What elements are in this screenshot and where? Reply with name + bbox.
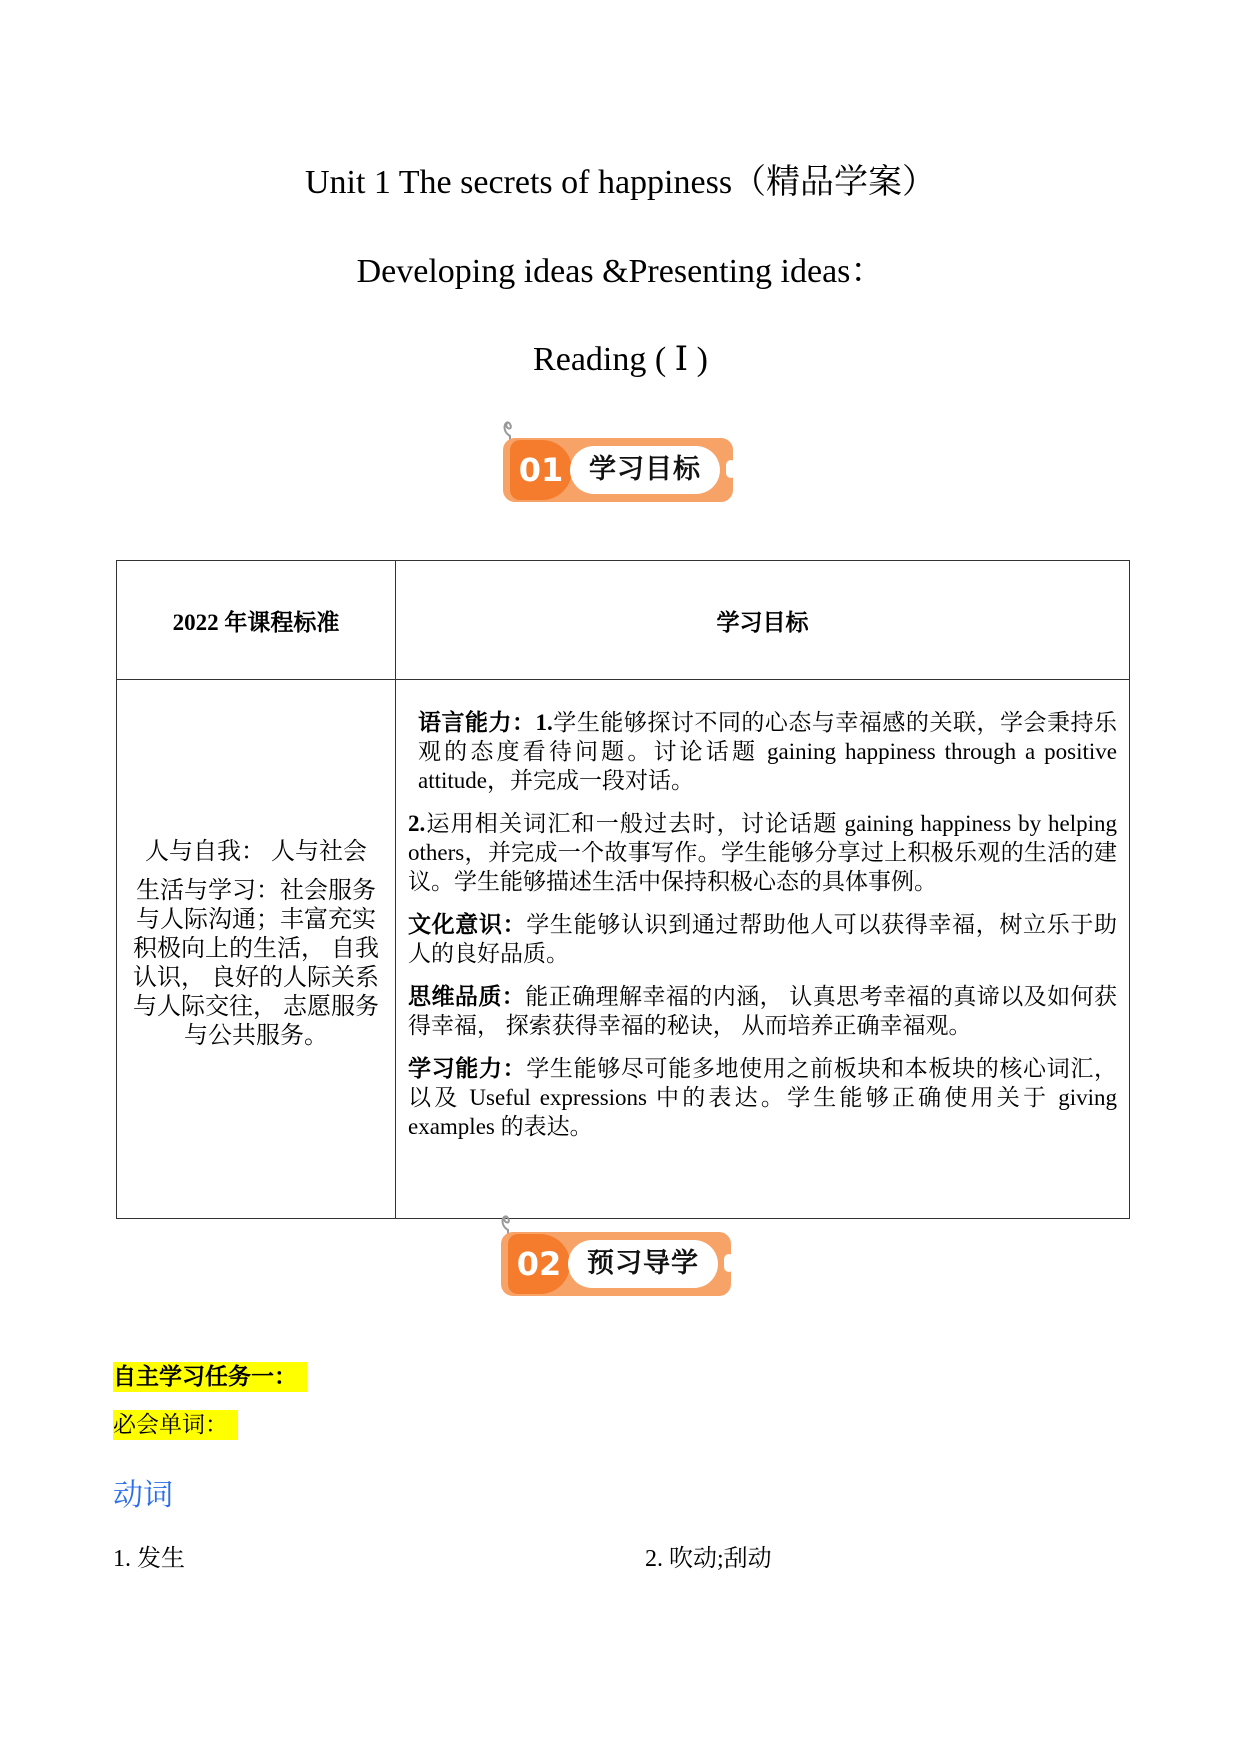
words-heading: 必会单词： [113,1410,238,1440]
objectives-table [116,560,1130,1219]
objectives-cell [396,680,1130,1219]
objective-item-2: 2.运用相关词汇和一般过去时，讨论话题 gaining happiness by helping others，并完成一个故事写作。学生能够分享过上积极乐观的生活的建议。学生能够描述生活中保持积极心态的具体事例。 [408,810,1117,894]
task-heading: 自主学习任务一： [113,1362,307,1392]
badge-label: 预习导学 [568,1240,718,1288]
objective-thinking: 思维品质：能正确理解幸福的内涵， 认真思考幸福的真谛以及如何获得幸福， 探索获得幸福的秘诀， 从而培养正确幸福观。 [408,983,1118,1038]
standard-theme: 人与自我： 人与社会 [145,838,367,865]
vocab-item-2: 2. 吹动;刮动 [645,1546,772,1572]
vocab-item-1: 1. 发生 [113,1546,185,1572]
objective-language: 语言能力：1.学生能够探讨不同的心态与幸福感的关联，学会秉持乐观的态度看待问题。讨论话题 gaining happiness through a positive attitude，并完成一段对话。 [418,709,1118,793]
title-line-2: Developing ideas &Presenting ideas： [356,253,885,290]
objective-culture: 文化意识：学生能够认识到通过帮助他人可以获得幸福，树立乐于助人的良好品质。 [408,911,1118,966]
header-standard: 2022 年课程标准 [117,561,396,680]
title-line-1: Unit 1 The secrets of happiness（精品学案） [304,164,937,201]
badge-label: 学习目标 [570,446,720,494]
section-badge-preview [498,1212,738,1302]
badge-number: 02 [508,1234,570,1294]
header-objectives: 学习目标 [396,561,1130,680]
standard-cell [117,680,396,1219]
badge-number: 01 [510,440,572,500]
title-line-3: Reading ( Ⅰ ) [533,341,708,378]
objective-learning: 学习能力：学生能够尽可能多地使用之前板块和本板块的核心词汇，以及 Useful expressions 中的表达。学生能够正确使用关于 giving examples 的表达。 [408,1055,1118,1139]
standard-detail: 生活与学习：社会服务与人际沟通；丰富充实积极向上的生活， 自我认识， 良好的人际关系与人际交往， 志愿服务与公共服务。 [133,877,379,1049]
section-badge-objectives [500,418,740,508]
verb-heading: 动词 [113,1479,173,1512]
